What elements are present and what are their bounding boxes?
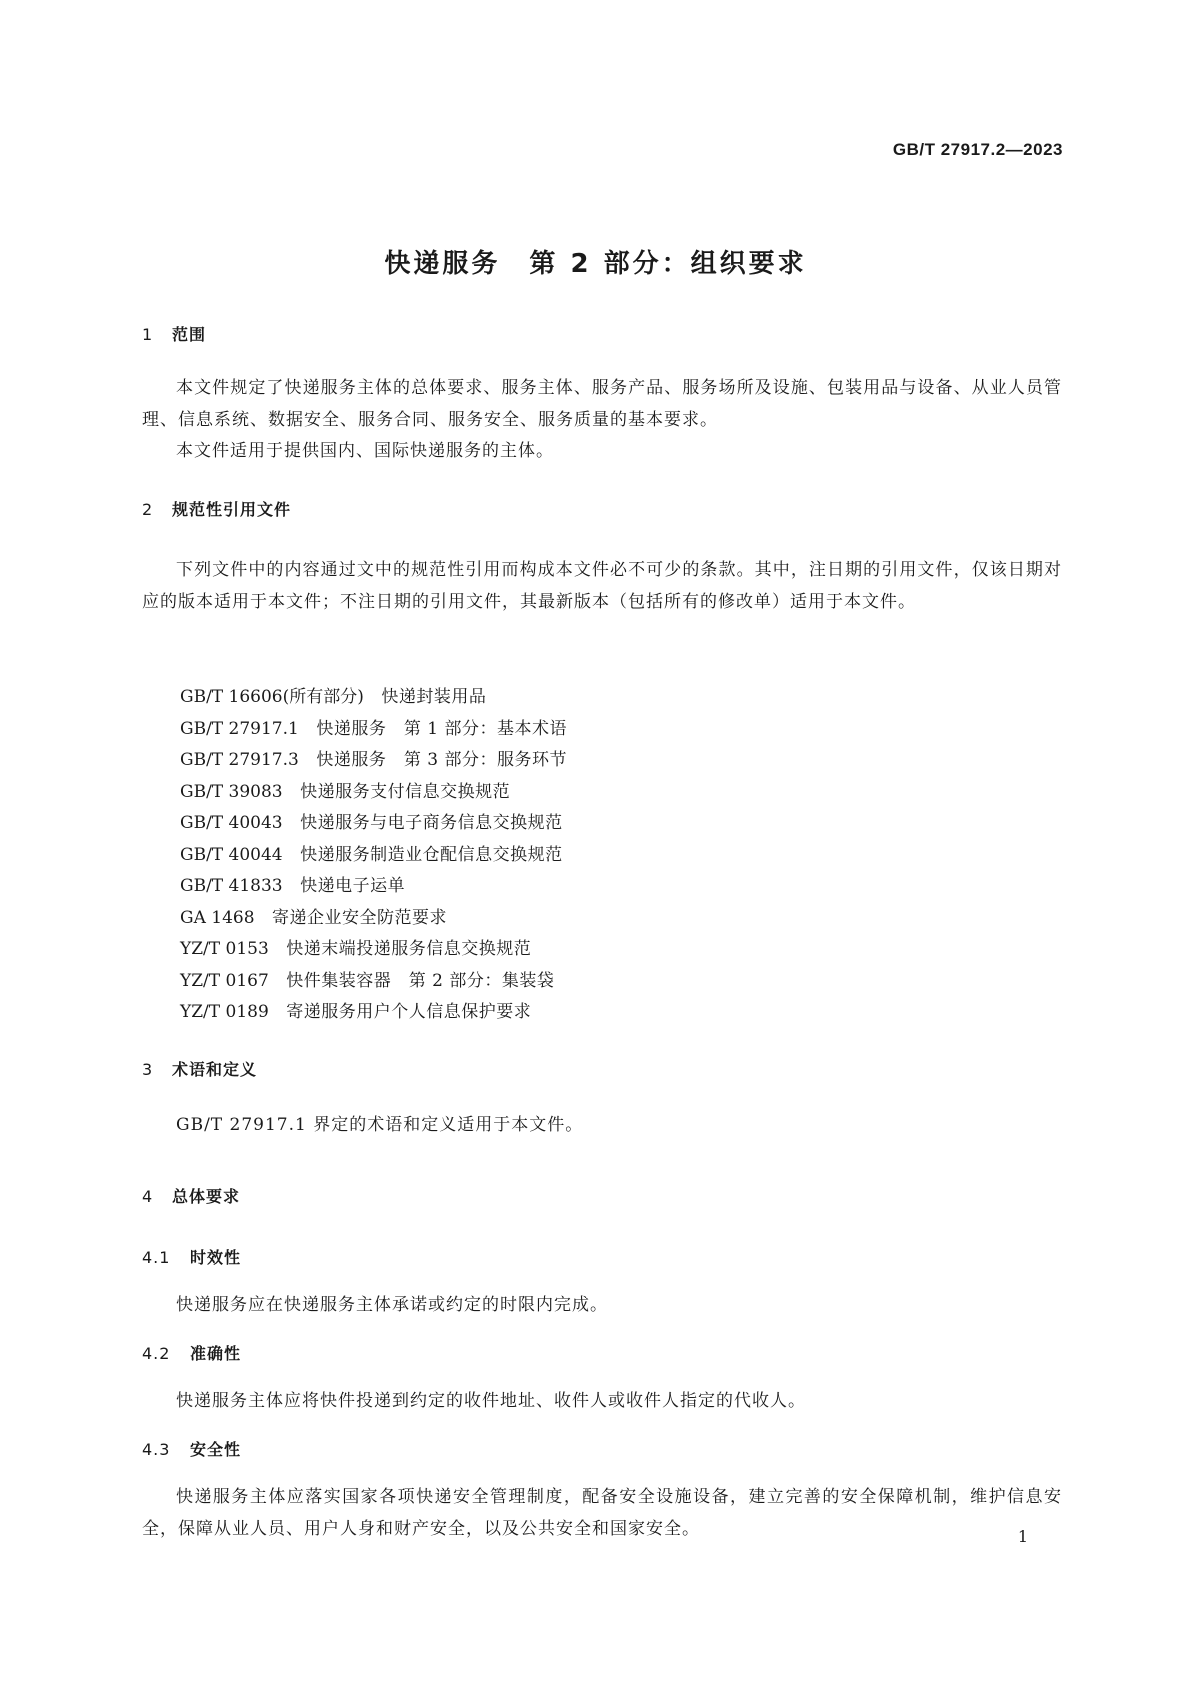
reference-title: 快递服务 第 3 部分：服务环节 <box>316 750 567 770</box>
reference-title: 快递服务支付信息交换规范 <box>300 781 511 802</box>
section-number: 1 <box>142 325 154 344</box>
reference-title: 快递电子运单 <box>300 876 406 896</box>
reference-code: GB/T 16606(所有部分) <box>180 687 364 707</box>
section-title: 总体要求 <box>172 1187 241 1206</box>
reference-code: GB/T 41833 <box>180 876 283 896</box>
section-title: 范围 <box>172 325 207 344</box>
security-paragraph: 快递服务主体应落实国家各项快递安全管理制度，配备安全设施设备，建立完善的安全保障机制，维护信息安全，保障从业人员、用户人身和财产安全，以及公共安全和国家安全。 <box>142 1487 1062 1539</box>
reference-title: 快递封装用品 <box>381 687 487 707</box>
timeliness-paragraph: 快递服务应在快递服务主体承诺或约定的时限内完成。 <box>176 1295 608 1315</box>
reference-item <box>180 934 567 966</box>
subsection-title: 准确性 <box>190 1344 242 1363</box>
reference-title: 寄递服务用户个人信息保护要求 <box>286 1002 532 1022</box>
reference-code: GB/T 40044 <box>180 844 283 865</box>
subsection-4-3-heading <box>142 1437 241 1460</box>
reference-item <box>180 966 567 998</box>
section-title: 术语和定义 <box>172 1060 258 1079</box>
reference-code: GB/T 39083 <box>180 781 283 802</box>
standard-code: GB/T 27917.2—2023 <box>892 140 1063 159</box>
scope-paragraph-2: 本文件适用于提供国内、国际快递服务的主体。 <box>176 441 554 461</box>
reference-title: 快递服务 第 1 部分：基本术语 <box>316 718 567 739</box>
accuracy-paragraph: 快递服务主体应将快件投递到约定的收件地址、收件人或收件人指定的代收人。 <box>176 1391 806 1411</box>
page-number: 1 <box>1017 1527 1028 1546</box>
reference-code: YZ/T 0189 <box>180 1002 269 1022</box>
reference-item <box>180 682 567 714</box>
normative-references-intro: 下列文件中的内容通过文中的规范性引用而构成本文件必不可少的条款。其中，注日期的引用文件，仅该日期对应的版本适用于本文件；不注日期的引用文件，其最新版本（包括所有的修改单）适用于本文件。 <box>142 560 1062 612</box>
subsection-4-2-heading <box>142 1341 241 1364</box>
section-number: 3 <box>142 1060 154 1079</box>
scope-paragraph-1: 本文件规定了快递服务主体的总体要求、服务主体、服务产品、服务场所及设施、包装用品与设备、从业人员管理、信息系统、数据安全、服务合同、服务安全、服务质量的基本要求。 <box>142 378 1062 430</box>
subsection-4-1-heading <box>142 1245 241 1268</box>
reference-title: 快递末端投递服务信息交换规范 <box>286 939 532 959</box>
reference-item <box>180 997 567 1029</box>
section-title: 规范性引用文件 <box>172 500 292 519</box>
reference-list <box>180 682 567 1029</box>
subsection-number: 4.1 <box>142 1248 171 1267</box>
reference-code: YZ/T 0153 <box>180 939 269 959</box>
reference-title: 快递服务与电子商务信息交换规范 <box>300 813 563 833</box>
reference-item <box>180 903 567 935</box>
reference-item <box>180 745 567 777</box>
reference-item <box>180 840 567 872</box>
subsection-title: 安全性 <box>190 1440 242 1459</box>
reference-item <box>180 871 567 903</box>
terms-paragraph: GB/T 27917.1 界定的术语和定义适用于本文件。 <box>176 1115 584 1135</box>
subsection-title: 时效性 <box>190 1248 242 1267</box>
subsection-number: 4.2 <box>142 1344 171 1363</box>
reference-code: GB/T 27917.3 <box>180 750 299 770</box>
reference-code: GB/T 40043 <box>180 813 283 833</box>
reference-item <box>180 714 567 746</box>
subsection-number: 4.3 <box>142 1440 171 1459</box>
reference-item <box>180 777 567 809</box>
section-1-heading <box>142 322 206 345</box>
reference-item <box>180 808 567 840</box>
section-number: 2 <box>142 500 154 519</box>
document-title: 快递服务 第 2 部分：组织要求 <box>384 249 807 279</box>
reference-title: 寄递企业安全防范要求 <box>272 907 448 928</box>
section-number: 4 <box>142 1187 154 1206</box>
reference-title: 快递服务制造业仓配信息交换规范 <box>300 844 563 865</box>
reference-title: 快件集装容器 第 2 部分：集装袋 <box>286 970 555 991</box>
reference-code: GA 1468 <box>180 907 255 928</box>
section-4-heading <box>142 1184 240 1207</box>
reference-code: GB/T 27917.1 <box>180 718 299 739</box>
reference-code: YZ/T 0167 <box>180 970 269 991</box>
section-3-heading <box>142 1057 257 1080</box>
section-2-heading <box>142 497 291 520</box>
